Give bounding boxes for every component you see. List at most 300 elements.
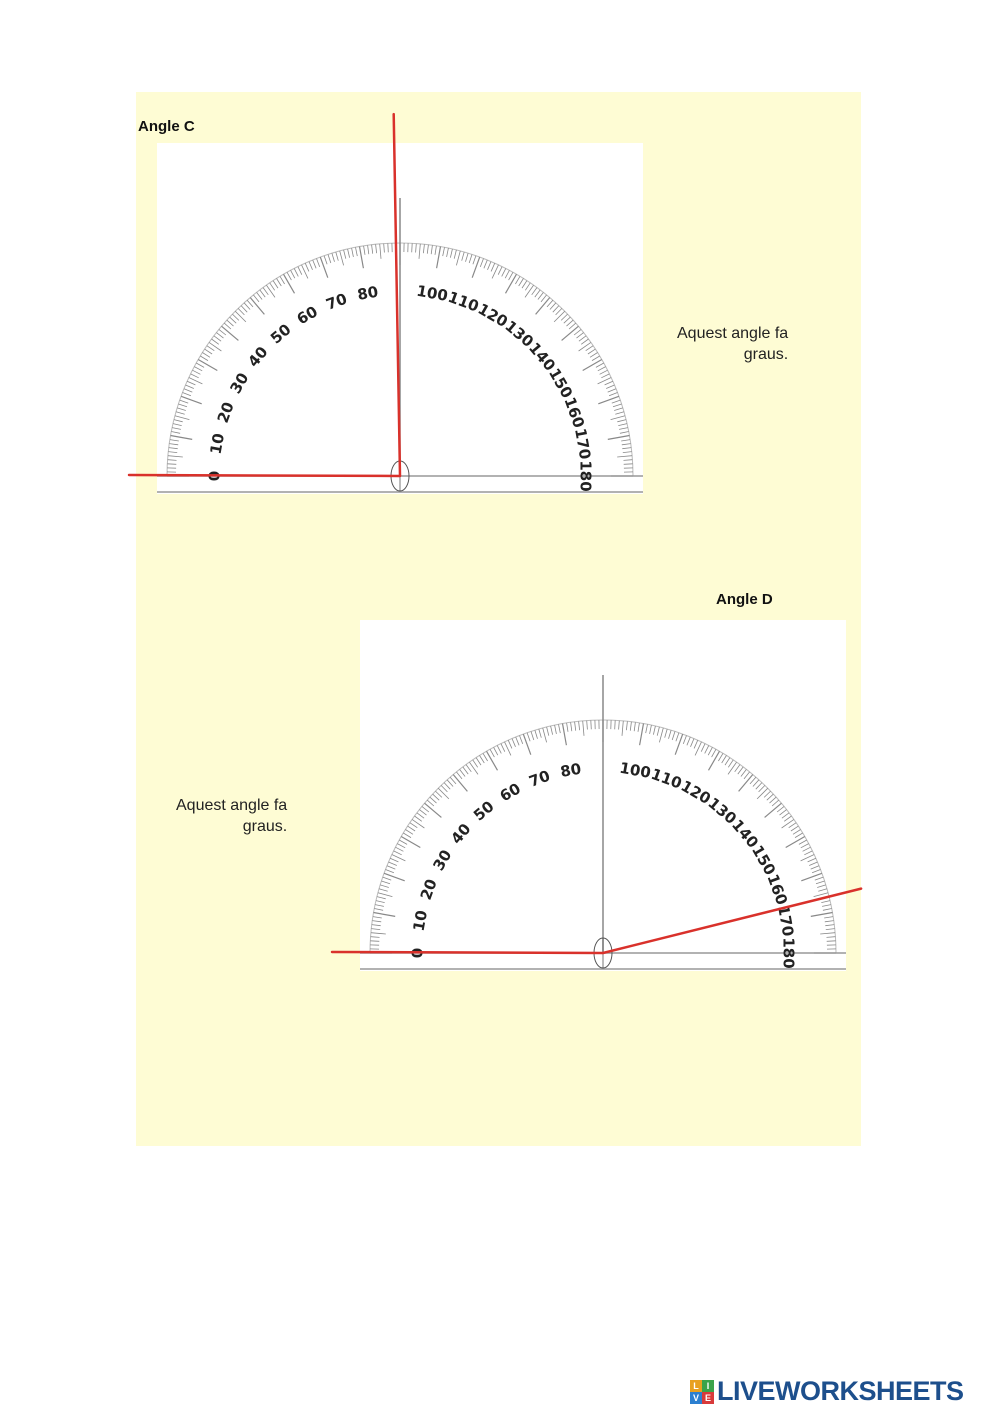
protractor-tick (547, 300, 553, 307)
angle-d-protractor (360, 620, 846, 971)
protractor-tick (600, 370, 608, 374)
protractor-tick (669, 730, 672, 739)
protractor-tick (412, 243, 413, 252)
protractor-tick (622, 448, 631, 449)
protractor-tick (590, 353, 598, 358)
protractor-tick (460, 769, 466, 776)
protractor-tick (214, 336, 221, 341)
protractor-tick (181, 396, 202, 404)
protractor-tick (814, 893, 829, 897)
protractor-tick (317, 259, 320, 267)
protractor-tick (575, 722, 576, 731)
protractor-tick (194, 367, 202, 371)
protractor-tick (608, 436, 630, 440)
protractor-tick (624, 464, 633, 465)
protractor-tick (606, 385, 614, 389)
protractor-tick (360, 247, 364, 269)
protractor-tick (209, 342, 221, 351)
protractor-tick (646, 724, 648, 733)
protractor-scale-label: 130 (501, 316, 537, 351)
protractor-tick (538, 292, 544, 299)
protractor-tick (227, 320, 234, 326)
protractor-tick (619, 428, 628, 430)
protractor-tick (579, 721, 580, 730)
protractor-tick (172, 428, 181, 430)
protractor-tick (701, 744, 705, 752)
protractor-tick (473, 760, 478, 768)
protractor-tick (456, 251, 460, 266)
protractor-tick (171, 436, 193, 440)
protractor-tick (825, 925, 834, 926)
protractor-tick (435, 246, 436, 255)
protractor-tick (767, 794, 774, 800)
logo-letter: L (690, 1380, 702, 1392)
protractor-tick (247, 300, 253, 307)
protractor-tick (291, 270, 295, 278)
protractor-tick (741, 769, 747, 776)
protractor-tick (376, 244, 377, 253)
protractor-tick (592, 356, 600, 361)
protractor-tick (598, 367, 606, 371)
protractor-tick (535, 730, 538, 739)
protractor-tick (219, 329, 226, 335)
protractor-scale-label: 140 (525, 339, 560, 375)
protractor-tick (200, 356, 208, 361)
protractor-tick (613, 404, 622, 407)
protractor-scale-label: 100 (415, 281, 450, 305)
logo-letter: E (702, 1392, 714, 1404)
protractor-tick (466, 765, 471, 772)
protractor-tick (191, 374, 199, 378)
protractor-tick (609, 393, 617, 396)
protractor-tick (480, 259, 483, 267)
protractor-tick (216, 333, 223, 339)
protractor-tick (574, 329, 581, 335)
protractor-tick (224, 323, 231, 329)
protractor-tick (390, 858, 398, 862)
protractor-tick (665, 729, 668, 738)
protractor-tick (753, 780, 759, 787)
protractor-tick (497, 745, 501, 753)
protractor-tick (687, 737, 690, 745)
protractor-tick (473, 256, 476, 265)
protractor-tick (550, 303, 556, 310)
protractor-tick (571, 722, 572, 731)
protractor-tick (498, 267, 502, 275)
protractor-tick (277, 278, 282, 286)
protractor-tick (371, 933, 386, 934)
protractor-tick (433, 794, 440, 800)
protractor-tick (657, 727, 659, 736)
protractor-tick (344, 250, 346, 259)
protractor-tick (235, 311, 246, 322)
protractor-tick (818, 889, 827, 892)
protractor-tick (483, 753, 488, 761)
logo-mark-icon (690, 1380, 714, 1404)
protractor-tick (539, 729, 542, 738)
protractor-tick (241, 306, 247, 313)
protractor-tick (328, 254, 331, 263)
protractor-tick (405, 830, 413, 835)
protractor-tick (515, 276, 520, 284)
protractor-tick (522, 281, 527, 289)
protractor-tick (532, 288, 537, 295)
protractor-tick (184, 389, 192, 392)
protractor-tick (381, 881, 390, 884)
protractor-tick (501, 744, 505, 752)
angle-c-prompt-line2: graus. (743, 346, 789, 363)
protractor-tick (601, 374, 609, 378)
protractor-tick (757, 788, 768, 799)
protractor-tick (803, 847, 811, 851)
protractor-tick (640, 724, 644, 746)
protractor-tick (437, 247, 441, 269)
protractor-scale-label: 180 (576, 460, 595, 492)
protractor-tick (410, 823, 418, 828)
protractor-tick (809, 862, 817, 866)
protractor-tick (263, 288, 268, 295)
protractor-tick (419, 810, 426, 816)
protractor-tick (596, 363, 604, 367)
protractor-tick (364, 246, 365, 255)
protractor-tick (309, 262, 313, 270)
protractor-scale-label: 160 (560, 394, 589, 431)
protractor-tick (423, 244, 424, 253)
protractor-tick (380, 885, 389, 888)
protractor-scale-label: 70 (526, 766, 553, 791)
protractor-tick (782, 813, 789, 818)
protractor-tick (374, 909, 383, 911)
protractor-tick (780, 810, 787, 816)
protractor-tick (583, 721, 584, 736)
protractor-tick (212, 339, 219, 344)
protractor-tick (207, 346, 215, 351)
protractor-tick (253, 295, 259, 302)
protractor-tick (371, 929, 380, 930)
protractor-tick (672, 731, 675, 740)
protractor-tick (175, 416, 190, 420)
protractor-tick (535, 290, 540, 297)
protractor-tick (192, 370, 200, 374)
protractor-tick (244, 303, 250, 310)
protractor-tick (313, 260, 316, 268)
protractor-tick (617, 456, 632, 457)
protractor-tick (378, 893, 393, 897)
protractor-tick (619, 721, 620, 730)
protractor-tick (169, 448, 178, 449)
protractor-tick (650, 725, 652, 734)
protractor-tick (617, 420, 626, 422)
protractor-tick (266, 285, 275, 297)
protractor-tick (469, 254, 472, 263)
protractor-scale-label: 30 (226, 369, 253, 397)
protractor-tick (553, 306, 559, 313)
protractor-tick (372, 925, 381, 926)
protractor-tick (403, 833, 411, 838)
protractor-tick (587, 721, 588, 730)
protractor-tick (456, 772, 462, 779)
protractor-tick (427, 800, 434, 806)
protractor-tick (376, 901, 385, 903)
protractor-tick (447, 248, 449, 257)
protractor-tick (516, 737, 519, 745)
protractor-tick (694, 740, 698, 748)
protractor-scale-label: 100 (618, 758, 653, 782)
protractor-tick (356, 247, 358, 256)
protractor-tick (676, 733, 679, 742)
protractor-tick (622, 444, 631, 445)
protractor-tick (444, 783, 450, 790)
protractor-tick (777, 806, 784, 812)
protractor-tick (820, 933, 835, 934)
protractor-tick (577, 333, 584, 339)
protractor-tick (525, 285, 534, 297)
protractor-tick (450, 777, 456, 784)
protractor-tick (772, 800, 779, 806)
protractor-tick (389, 862, 397, 866)
protractor-tick (581, 339, 588, 344)
protractor-tick (812, 870, 820, 873)
protractor-tick (412, 819, 424, 828)
protractor-tick (659, 728, 663, 743)
protractor-tick (408, 826, 416, 831)
protractor-tick (450, 249, 452, 258)
protractor-tick (709, 751, 720, 770)
protractor-tick (770, 797, 777, 803)
protractor-tick (280, 276, 285, 284)
protractor-tick (801, 844, 809, 848)
protractor-tick (416, 244, 417, 253)
protractor-tick (454, 250, 456, 259)
protractor-tick (618, 424, 627, 426)
protractor-tick (167, 464, 176, 465)
protractor-tick (380, 244, 381, 259)
protractor-tick (168, 460, 177, 461)
protractor-tick (708, 747, 712, 755)
protractor-tick (487, 751, 498, 770)
protractor-tick (822, 905, 831, 907)
angle-c-protractor (157, 143, 643, 494)
protractor-tick (438, 788, 449, 799)
protractor-tick (372, 921, 381, 922)
protractor-tick (634, 722, 635, 731)
protractor-tick (168, 456, 183, 457)
protractor-scale-label: 170 (571, 426, 595, 461)
protractor-tick (395, 847, 403, 851)
protractor-tick (180, 400, 189, 403)
protractor-tick (611, 416, 626, 420)
protractor-scale-label: 40 (447, 819, 475, 848)
protractor-tick (519, 278, 524, 286)
protractor-tick (801, 873, 822, 881)
protractor-tick (567, 723, 568, 732)
protractor-tick (722, 755, 727, 763)
protractor-tick (397, 844, 405, 848)
protractor-tick (484, 260, 487, 268)
protractor-scale-label: 150 (545, 365, 577, 402)
angle-d-title: Angle D (716, 591, 773, 608)
protractor-tick (491, 263, 495, 271)
protractor-scale-label: 80 (355, 282, 380, 304)
protractor-tick (799, 840, 807, 844)
protractor-tick (705, 745, 709, 753)
protractor-scale-label: 50 (266, 320, 295, 348)
protractor-tick (795, 833, 803, 838)
protractor-tick (543, 728, 547, 743)
protractor-tick (569, 323, 576, 329)
protractor-tick (626, 721, 627, 730)
protractor-tick (196, 363, 204, 367)
protractor-tick (815, 877, 824, 880)
protractor-scale-label: 160 (763, 871, 792, 908)
protractor-tick (462, 252, 465, 261)
angle-c-prompt (677, 323, 788, 365)
protractor-tick (615, 412, 624, 415)
protractor-tick (615, 720, 616, 729)
protractor-tick (744, 772, 750, 779)
protractor-tick (789, 823, 797, 828)
protractor-tick (332, 253, 335, 262)
protractor-tick (508, 740, 512, 748)
protractor-tick (298, 267, 302, 275)
logo-letter: I (702, 1380, 714, 1392)
protractor-scale-label: 50 (469, 797, 498, 825)
protractor-tick (786, 837, 805, 848)
protractor-tick (563, 724, 567, 746)
protractor-tick (735, 765, 740, 772)
protractor-tick (324, 256, 327, 265)
protractor-tick (691, 739, 695, 747)
protractor-tick (443, 247, 445, 256)
protractor-scale-label: 10 (409, 908, 431, 933)
protractor-tick (551, 726, 553, 735)
protractor-tick (623, 452, 632, 453)
protractor-tick (336, 252, 339, 261)
protractor-tick (531, 731, 534, 740)
protractor-scale-label: 70 (323, 289, 350, 314)
protractor-scale-label: 150 (748, 842, 780, 879)
protractor-scale-label: 140 (728, 816, 763, 852)
protractor-tick (352, 248, 354, 257)
protractor-tick (821, 901, 830, 903)
protractor-scale-label: 180 (779, 937, 798, 969)
protractor-tick (588, 349, 596, 354)
protractor-scale-label: 60 (496, 779, 524, 806)
protractor-tick (718, 753, 723, 761)
protractor-tick (383, 877, 392, 880)
protractor-tick (653, 726, 655, 735)
protractor-tick (476, 758, 481, 766)
protractor-tick (173, 424, 182, 426)
protractor-tick (372, 245, 373, 254)
protractor-tick (186, 385, 194, 389)
protractor-tick (399, 840, 407, 844)
protractor-tick (630, 722, 631, 731)
protractor-tick (804, 851, 812, 855)
protractor-tick (171, 432, 180, 434)
protractor-tick (808, 858, 816, 862)
angle_d-angle-ray (603, 889, 861, 953)
protractor-tick (579, 342, 591, 351)
protractor-tick (427, 245, 428, 254)
protractor-tick (435, 791, 442, 797)
protractor-tick (260, 290, 265, 297)
protractor-tick (547, 727, 549, 736)
protractor-tick (348, 249, 350, 258)
protractor-tick (232, 314, 239, 320)
protractor-tick (415, 816, 422, 821)
protractor-tick (561, 314, 568, 320)
protractor-tick (373, 917, 382, 918)
protractor-tick (683, 736, 686, 744)
protractor-tick (523, 734, 531, 755)
protractor-scale-label: 10 (206, 431, 228, 456)
protractor-tick (472, 257, 480, 278)
logo-letter: V (690, 1392, 702, 1404)
protractor-tick (480, 755, 485, 763)
protractor-tick (525, 283, 530, 291)
protractor-tick (621, 440, 630, 441)
protractor-scale-label: 130 (704, 793, 740, 828)
protractor-tick (178, 404, 187, 407)
protractor-tick (502, 268, 506, 276)
angle-d-prompt-line2: graus. (242, 818, 288, 835)
protractor-tick (614, 408, 623, 411)
angle_d-base-ray (332, 952, 603, 953)
protractor-tick (579, 336, 586, 341)
protractor-tick (811, 866, 819, 869)
protractor-tick (387, 866, 395, 869)
protractor-tick (469, 762, 478, 774)
angle-d-protractor-drawing (360, 620, 846, 971)
protractor-tick (198, 360, 217, 371)
protractor-tick (567, 320, 574, 326)
protractor-tick (564, 317, 571, 323)
protractor-tick (430, 797, 437, 803)
protractor-tick (826, 929, 835, 930)
protractor-tick (620, 432, 629, 434)
protractor-tick (490, 749, 494, 757)
protractor-tick (284, 274, 295, 293)
protractor-tick (675, 734, 683, 755)
protractor-tick (738, 767, 743, 774)
protractor-tick (305, 263, 309, 271)
protractor-tick (559, 724, 561, 733)
protractor-tick (238, 308, 244, 315)
protractor-scale-label: 60 (293, 302, 321, 329)
protractor-tick (466, 253, 469, 262)
protractor-tick (622, 721, 623, 736)
protractor-tick (394, 851, 402, 855)
protractor-tick (368, 245, 369, 254)
protractor-scale-label: 120 (677, 776, 714, 808)
angle-c-title: Angle C (138, 118, 195, 135)
protractor-tick (520, 736, 523, 744)
protractor-tick (784, 816, 791, 821)
protractor-tick (375, 905, 384, 907)
protractor-tick (230, 317, 237, 323)
protractor-scale-label: 20 (416, 876, 441, 903)
protractor-tick (422, 806, 429, 812)
logo-wordmark: LIVEWORKSHEETS (717, 1376, 964, 1406)
protractor-tick (287, 272, 291, 280)
protractor-tick (401, 837, 420, 848)
protractor-scale-label: 120 (474, 299, 511, 331)
protractor-tick (811, 913, 833, 917)
protractor-tick (638, 723, 639, 732)
protractor-scale-label: 80 (558, 759, 583, 781)
protractor-tick (370, 941, 379, 942)
